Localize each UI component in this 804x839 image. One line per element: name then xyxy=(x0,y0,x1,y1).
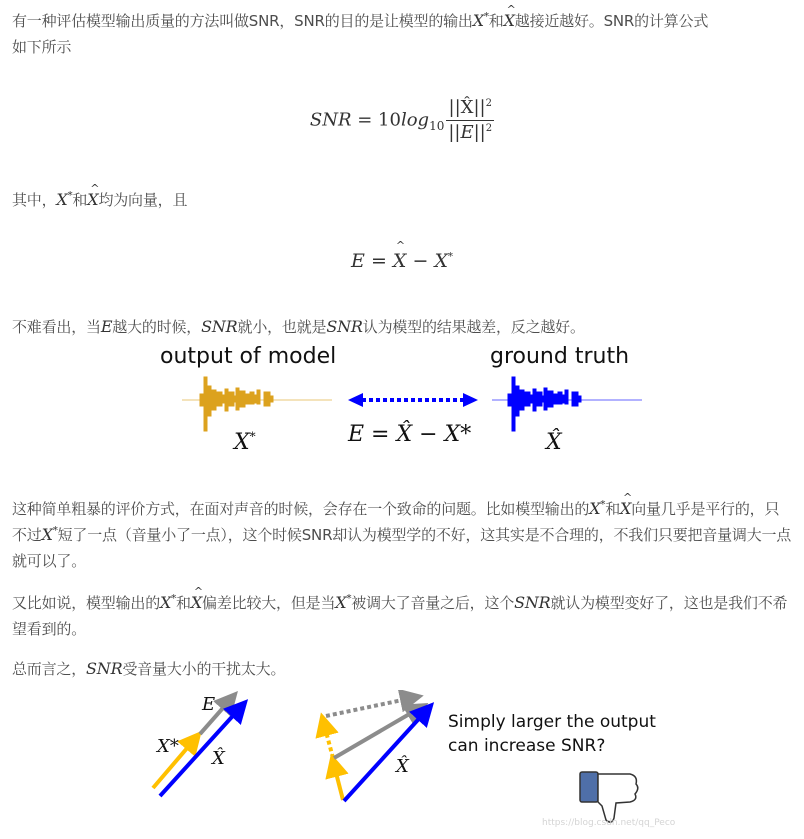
volume-problem-paragraph xyxy=(12,496,792,574)
watermark: https://blog.csdn.net/qq_Peco xyxy=(542,818,676,828)
math-x-star: X* xyxy=(160,593,177,612)
formula-x-hat: ^ X xyxy=(393,250,407,272)
formula-eq: = xyxy=(364,250,393,272)
summary-paragraph xyxy=(12,656,792,682)
text: 认为模型的结果越差，反之越好。 xyxy=(362,318,585,336)
text: 如下所示 xyxy=(12,38,72,56)
formula-lhs: SNR xyxy=(309,109,352,131)
formula-minus: − xyxy=(406,250,435,272)
fraction-numerator: $||X̂||^2$ xyxy=(446,96,494,121)
x-hat-label-2: X̂ xyxy=(396,756,409,777)
text: 和 xyxy=(605,500,621,518)
text: 这种简单粗暴的评价方式，在面对声音的时候，会存在一个致命的问题。比如模型输出的 xyxy=(12,500,590,518)
x-star-label: X* xyxy=(157,736,179,757)
output-of-model-title: output of model xyxy=(160,344,337,369)
model-waveform-icon xyxy=(182,377,332,431)
error-formula xyxy=(0,250,804,272)
math-snr: SNR xyxy=(514,593,551,612)
x-hat-label: X̂ xyxy=(546,430,562,455)
vector-figure xyxy=(140,690,676,839)
text: 其中， xyxy=(12,191,57,209)
formula-log: log xyxy=(400,109,430,131)
waveform-figure xyxy=(150,342,660,467)
math-e: E xyxy=(100,317,113,336)
text: 就认为模型变好了，这也是我们不希望看到的。 xyxy=(12,594,788,638)
formula-star: * xyxy=(447,251,453,263)
text: 和 xyxy=(176,594,191,612)
text: 被调大了音量之后，这个 xyxy=(351,594,515,612)
text: 偏差比较大，但是当 xyxy=(202,594,336,612)
x-hat-label: X̂ xyxy=(212,748,225,769)
math-snr: SNR xyxy=(86,659,123,678)
math-x-hat: ^ X xyxy=(87,187,98,213)
formula-lhs: E xyxy=(351,250,365,272)
text: 又比如说，模型输出的 xyxy=(12,594,161,612)
math-x-star: X* xyxy=(589,499,606,518)
scaled-vectors-icon xyxy=(324,698,426,801)
math-x-hat: ^ X xyxy=(504,8,515,34)
truth-waveform-icon xyxy=(492,377,642,431)
math-snr: SNR xyxy=(326,317,363,336)
math-x-star: X* xyxy=(335,593,352,612)
formula-eq: = 10 xyxy=(351,109,401,131)
question-caption xyxy=(448,710,656,758)
text: 越大的时候， xyxy=(112,318,202,336)
text: 短了一点（音量小了一点），这个时候SNR却认为模型学的不好，这其实是不合理的，不我们只要把音量调大一点就可以了。 xyxy=(12,526,792,570)
caption-line-1: Simply larger the output xyxy=(448,712,656,732)
e-label: E xyxy=(202,694,216,715)
fraction-denominator: $||E||^2$ xyxy=(448,122,493,143)
math-x-star: X* xyxy=(56,190,73,209)
math-x-hat: ^ X xyxy=(620,496,631,522)
deviation-paragraph xyxy=(12,590,792,642)
caption-line-2: can increase SNR? xyxy=(448,736,606,756)
text: 有一种评估模型输出质量的方法叫做SNR，SNR的目的是让模型的输出 xyxy=(12,12,473,30)
text: 受音量大小的干扰太大。 xyxy=(122,660,286,678)
text: 和 xyxy=(72,191,88,209)
observation-paragraph xyxy=(12,314,792,340)
thumbs-down-icon xyxy=(580,772,638,822)
math-snr: SNR xyxy=(201,317,238,336)
math-x-star: X* xyxy=(41,525,58,544)
waveform-graphics xyxy=(150,342,660,467)
vector-paragraph xyxy=(12,187,792,213)
text: 和 xyxy=(488,12,504,30)
formula-x-star: X xyxy=(434,250,448,272)
ground-truth-title: ground truth xyxy=(490,344,630,369)
intro-paragraph xyxy=(12,8,792,60)
snr-formula xyxy=(0,96,804,145)
math-x-hat: ^ X xyxy=(191,590,202,616)
formula-fraction xyxy=(446,96,494,145)
text: 就小，也就是 xyxy=(237,318,327,336)
math-x-star: X* xyxy=(472,11,489,30)
formula-log-base: 10 xyxy=(429,119,445,134)
text: 不难看出，当 xyxy=(12,318,101,336)
error-formula-label: E = X̂ − X* xyxy=(348,422,472,447)
text: 向量几乎是平行的，只不过 xyxy=(12,500,780,544)
text: 越接近越好。SNR的计算公式 xyxy=(514,12,709,30)
double-arrow-icon xyxy=(348,393,478,407)
text: 总而言之， xyxy=(12,660,87,678)
x-star-label: X* xyxy=(234,429,256,455)
text: 均为向量，且 xyxy=(98,191,188,209)
